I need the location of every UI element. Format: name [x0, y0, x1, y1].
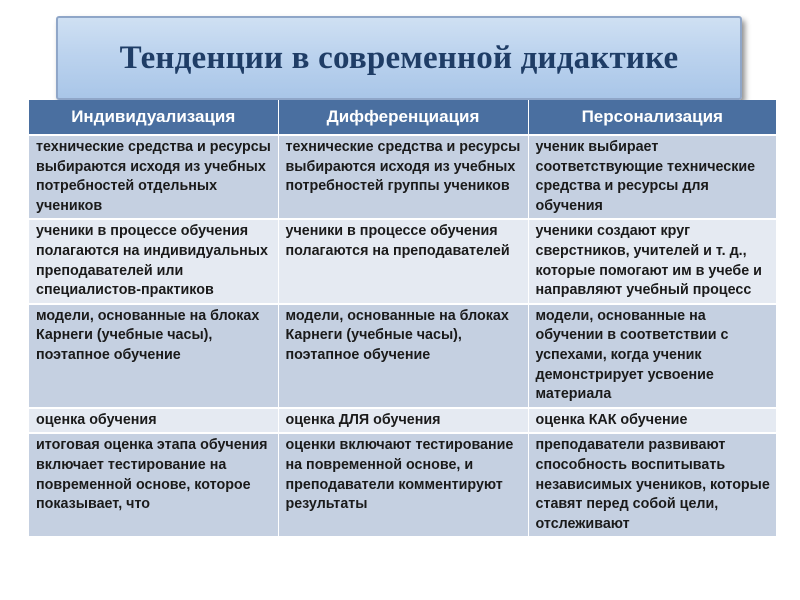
- header-individualization: Индивидуализация: [29, 100, 278, 135]
- table-row: [29, 408, 776, 434]
- header-personalization: Персонализация: [528, 100, 776, 135]
- table-cell: ученики в процессе обучения полагаются на индивидуальных преподавателей или специалистов-практиков: [29, 219, 278, 303]
- table-cell: модели, основанные на обучении в соответствии с успехами, когда ученик демонстрирует усвоение материала: [528, 304, 776, 408]
- table-row: [29, 433, 776, 537]
- table-cell: оценка ДЛЯ обучения: [278, 408, 528, 434]
- title-banner: [56, 16, 742, 100]
- table-row: [29, 304, 776, 408]
- table-cell: модели, основанные на блоках Карнеги (учебные часы), поэтапное обучение: [278, 304, 528, 408]
- table-cell: технические средства и ресурсы выбираются исходя из учебных потребностей группы учеников: [278, 135, 528, 219]
- page-title: Тенденции в современной дидактике: [119, 39, 679, 76]
- header-differentiation: Дифференциация: [278, 100, 528, 135]
- table-row: [29, 219, 776, 303]
- comparison-table: [29, 100, 776, 538]
- table-row: [29, 135, 776, 219]
- table-cell: оценка КАК обучение: [528, 408, 776, 434]
- table-cell: ученик выбирает соответствующие технические средства и ресурсы для обучения: [528, 135, 776, 219]
- table-cell: итоговая оценка этапа обучения включает тестирование на повременной основе, которое показывает, что: [29, 433, 278, 537]
- table-cell: ученики в процессе обучения полагаются на преподавателей: [278, 219, 528, 303]
- table-cell: ученики создают круг сверстников, учителей и т. д., которые помогают им в учебе и направляют учебный процесс: [528, 219, 776, 303]
- table-cell: преподаватели развивают способность воспитывать независимых учеников, которые ставят перед собой цели, отслеживают: [528, 433, 776, 537]
- table-cell: оценки включают тестирование на повременной основе, и преподаватели комментируют результаты: [278, 433, 528, 537]
- comparison-table-container: [29, 100, 776, 600]
- table-cell: технические средства и ресурсы выбираются исходя из учебных потребностей отдельных учеников: [29, 135, 278, 219]
- table-cell: оценка обучения: [29, 408, 278, 434]
- table-header-row: [29, 100, 776, 135]
- table-cell: модели, основанные на блоках Карнеги (учебные часы), поэтапное обучение: [29, 304, 278, 408]
